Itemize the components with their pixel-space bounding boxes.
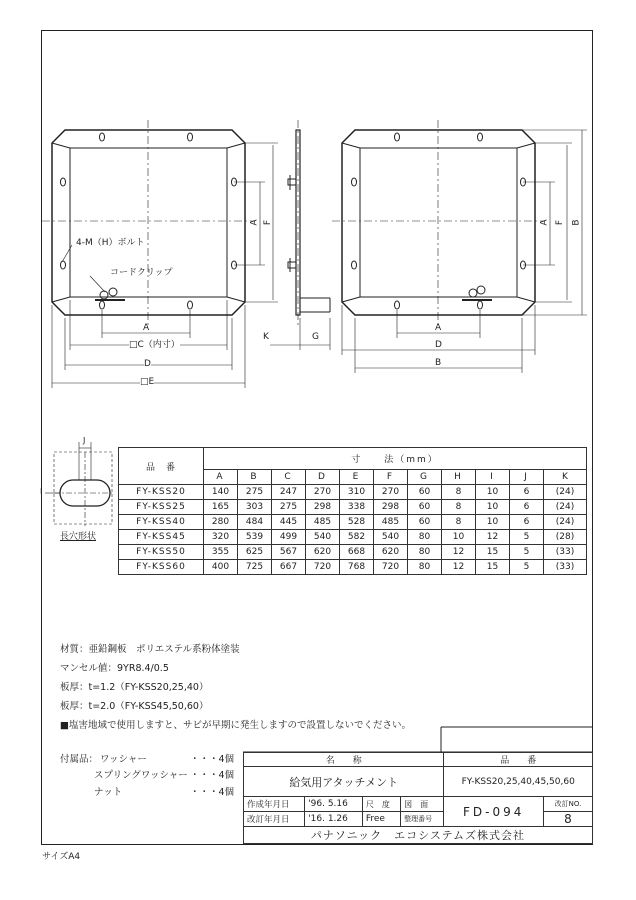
accessory-spring-washer: スプリングワッシャー [94,770,188,781]
cell-j: 6 [510,515,544,530]
table-row [119,530,587,545]
cell-e: 338 [340,500,374,515]
cell-j: 5 [510,545,544,560]
column-header-k: K [544,470,587,485]
dim-a-left: A [249,219,260,226]
tb-number-header: 品 番 [444,753,593,767]
cell-e: 582 [340,530,374,545]
dim-i-label: I [40,487,43,496]
dim-e-label: □E [140,377,155,387]
cell-h: 8 [442,500,476,515]
cell-b: 275 [238,485,272,500]
side-view [270,120,330,350]
column-header-g: G [408,470,442,485]
column-header-e: E [340,470,374,485]
table-row [119,560,587,575]
tb-drawing-label: 図 面 [401,797,444,812]
cell-g: 80 [408,545,442,560]
note-warning: ■塩害地域で使用しますと、サビが早期に発生しますので設置しないでください。 [60,720,411,731]
tb-revised-label: 改訂年月日 [244,812,305,827]
dim-b-right: B [571,219,582,226]
column-header-f: F [374,470,408,485]
cell-a: 165 [204,500,238,515]
row-model: FY-KSS45 [119,530,204,545]
dim-j-label: J [83,436,86,445]
column-header-b: B [238,470,272,485]
row-model: FY-KSS25 [119,500,204,515]
table-row [119,500,587,515]
cell-d: 298 [306,500,340,515]
note-material: 材質：亜鉛鋼板 ポリエステル系粉体塗装 [60,644,240,655]
cell-f: 485 [374,515,408,530]
row-model: FY-KSS50 [119,545,204,560]
cell-k: (24) [544,515,587,530]
slot-shape-detail [45,442,112,526]
tb-rev-no: 8 [543,812,592,827]
dim-f-right: F [555,219,566,226]
cell-c: 667 [272,560,306,575]
cell-h: 8 [442,485,476,500]
dimension-table [118,447,587,575]
cell-e: 768 [340,560,374,575]
cell-f: 298 [374,500,408,515]
cell-i: 10 [476,500,510,515]
dim-a-bottom-left: A [143,323,150,333]
table-row [119,545,587,560]
cell-f: 620 [374,545,408,560]
cell-j: 5 [510,530,544,545]
column-header-h: H [442,470,476,485]
dim-a-right: A [539,219,550,226]
cell-k: (28) [544,530,587,545]
column-header-j: J [510,470,544,485]
dim-g-label: G [312,332,319,342]
cell-g: 80 [408,560,442,575]
cell-d: 620 [306,545,340,560]
cell-i: 10 [476,485,510,500]
cell-a: 280 [204,515,238,530]
table-row [119,485,587,500]
dim-a-bottom-right: A [435,323,442,333]
cell-i: 15 [476,560,510,575]
cell-b: 725 [238,560,272,575]
cell-j: 5 [510,560,544,575]
cell-c: 275 [272,500,306,515]
cell-f: 540 [374,530,408,545]
cell-b: 539 [238,530,272,545]
dim-d-right: D [435,340,442,350]
cell-g: 60 [408,500,442,515]
cell-k: (24) [544,485,587,500]
accessory-washer: ワッシャー [100,754,147,765]
cell-c: 499 [272,530,306,545]
tb-rev-label: 改訂NO. [543,797,592,812]
cell-f: 270 [374,485,408,500]
header-dims: 寸 法（mm） [204,448,587,470]
cell-k: (33) [544,545,587,560]
tb-product-name: 給気用アタッチメント [244,767,444,797]
front-view-left-dimensions [52,143,278,388]
cell-b: 625 [238,545,272,560]
note-thickness-2: 板厚：t=2.0（FY-KSS45,50,60） [60,701,209,712]
tb-name-header: 名 称 [244,753,444,767]
cell-k: (33) [544,560,587,575]
cell-h: 12 [442,545,476,560]
cell-a: 400 [204,560,238,575]
cell-g: 60 [408,515,442,530]
tb-company: パナソニック エコシステムズ株式会社 [244,827,593,844]
cord-clip-label: コードクリップ [110,268,173,278]
header-model: 品 番 [119,448,204,485]
cell-i: 10 [476,515,510,530]
cell-g: 60 [408,485,442,500]
accessory-nut: ナット [94,787,123,798]
cell-e: 668 [340,545,374,560]
dim-d-left: D [144,359,151,369]
cell-d: 540 [306,530,340,545]
column-header-d: D [306,470,340,485]
cell-h: 10 [442,530,476,545]
note-thickness-1: 板厚：t=1.2（FY-KSS20,25,40） [60,682,209,693]
notes [60,641,411,736]
rear-view-right [332,120,545,325]
slot-shape-label: 長穴形状 [60,532,97,542]
table-row [119,515,587,530]
cell-d: 720 [306,560,340,575]
column-header-a: A [204,470,238,485]
note-munsell: マンセル値：9YR8.4/0.5 [60,663,169,674]
tb-created-label: 作成年月日 [244,797,305,812]
tb-created-date: '96. 5.16 [305,797,363,812]
accessory-nut-qty: ・・・4個 [190,787,235,798]
cell-b: 303 [238,500,272,515]
cell-g: 80 [408,530,442,545]
cell-d: 485 [306,515,340,530]
tb-product-number: FY-KSS20,25,40,45,50,60 [444,767,593,797]
title-block [243,752,593,844]
cell-h: 12 [442,560,476,575]
dim-c-label: □C（内寸） [129,340,180,350]
tb-manage-label: 整理番号 [401,812,444,827]
cell-e: 310 [340,485,374,500]
cell-c: 247 [272,485,306,500]
bolt-label: 4-M（H）ボルト [76,238,145,248]
cell-d: 270 [306,485,340,500]
tb-scale-label: 尺 度 [362,797,400,812]
cell-a: 355 [204,545,238,560]
accessory-spring-washer-qty: ・・・4個 [190,770,235,781]
cell-i: 15 [476,545,510,560]
cell-b: 484 [238,515,272,530]
column-header-i: I [476,470,510,485]
cell-k: (24) [544,500,587,515]
cell-c: 567 [272,545,306,560]
tb-revised-date: '16. 1.26 [305,812,363,827]
tb-drawing-no: FD-094 [444,797,544,827]
dim-k-label: K [263,332,269,342]
column-header-c: C [272,470,306,485]
accessory-washer-qty: ・・・4個 [190,754,235,765]
tb-scale-value: Free [362,812,400,827]
row-model: FY-KSS20 [119,485,204,500]
cell-j: 6 [510,485,544,500]
front-view-left [42,120,255,325]
cell-e: 528 [340,515,374,530]
accessories-label: 付属品： [60,754,99,765]
row-model: FY-KSS60 [119,560,204,575]
cell-a: 320 [204,530,238,545]
cell-c: 445 [272,515,306,530]
row-model: FY-KSS40 [119,515,204,530]
cell-f: 720 [374,560,408,575]
cell-j: 6 [510,500,544,515]
cell-i: 12 [476,530,510,545]
cell-a: 140 [204,485,238,500]
paper-size-label: サイズA4 [42,852,81,862]
cell-h: 8 [442,515,476,530]
dim-b-bottom: B [435,358,442,368]
rear-view-right-dimensions [342,130,587,373]
dim-f-left: F [263,219,274,226]
